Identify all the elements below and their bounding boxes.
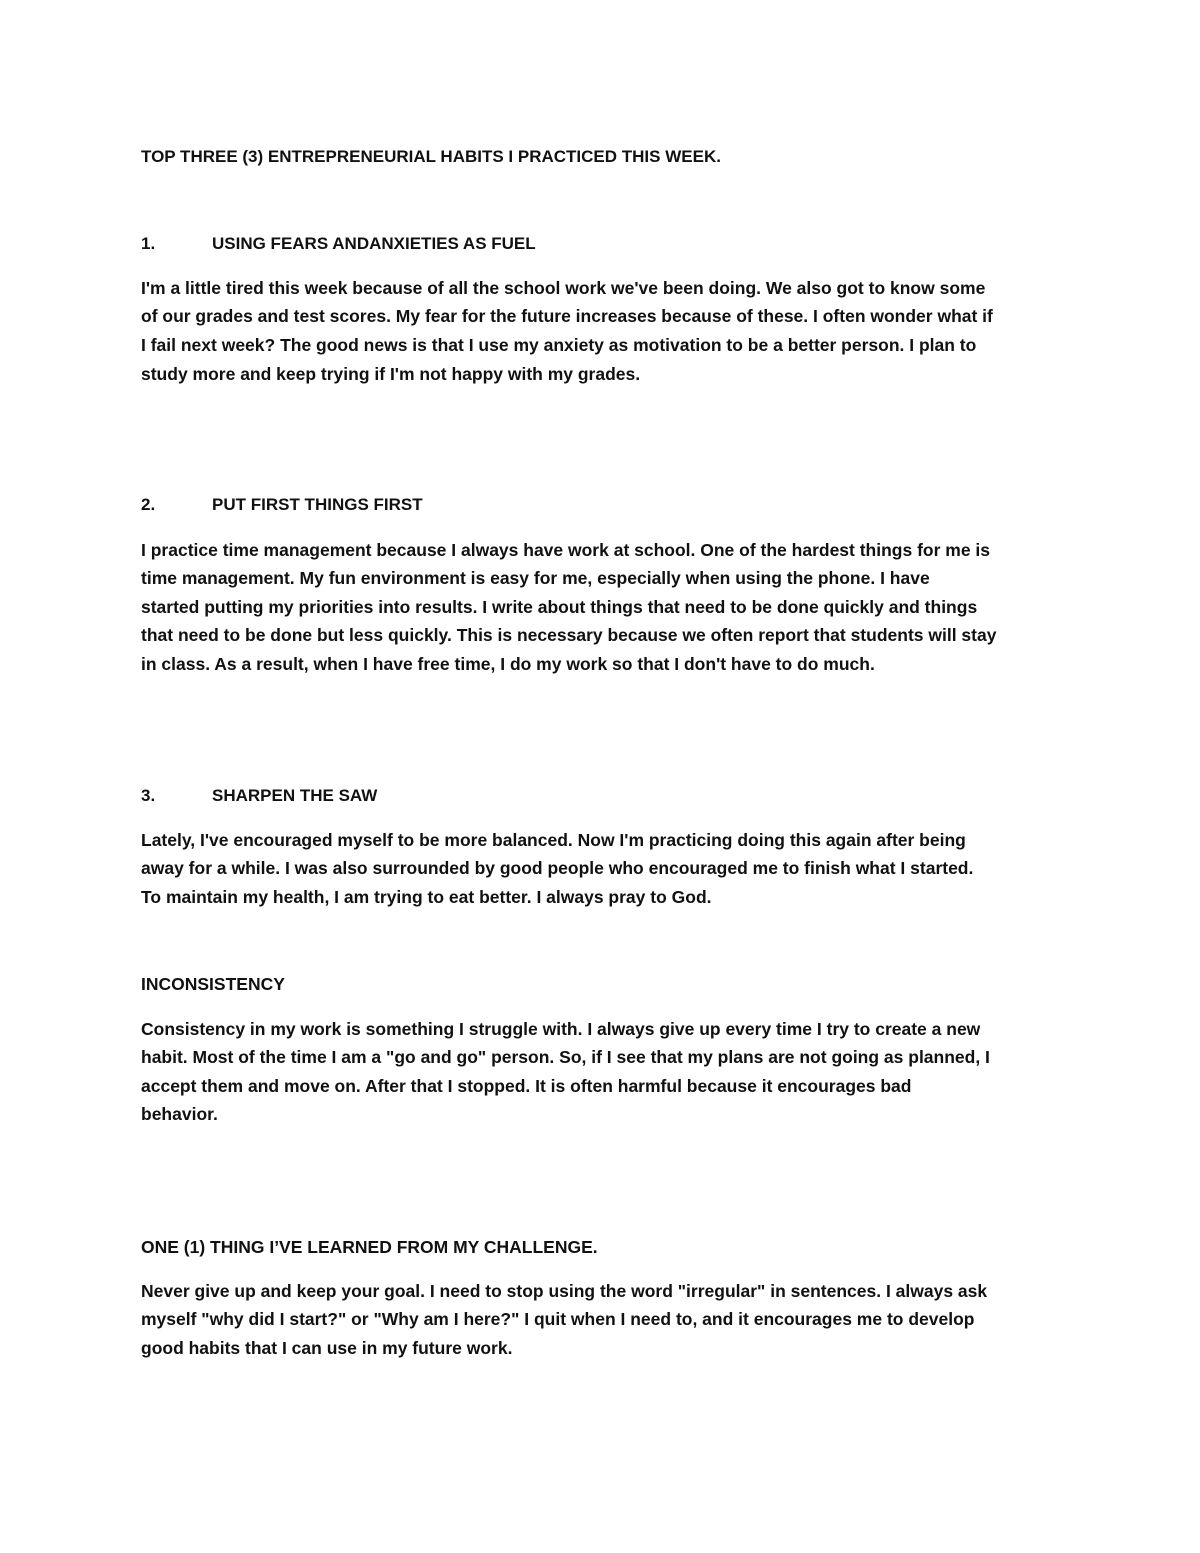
learned-line-1: Never give up and keep your goal. I need to stop using the word "irregular" in sentences. I always ask xyxy=(141,1281,988,1301)
habit-2-line-2: time management. My fun environment is easy for me, especially when using the phone. I have xyxy=(141,568,930,588)
habit-2-line-1: I practice time management because I always have work at school. One of the hardest things for me is xyxy=(141,540,991,560)
inconsistency-line-2: habit. Most of the time I am a "go and go" person. So, if I see that my plans are not going as planned, I xyxy=(141,1047,990,1067)
habit-1-number: 1. xyxy=(141,234,156,253)
habit-1-heading: USING FEARS ANDANXIETIES AS FUEL xyxy=(212,234,536,253)
habit-2-heading: PUT FIRST THINGS FIRST xyxy=(212,495,423,514)
inconsistency-line-3: accept them and move on. After that I stopped. It is often harmful because it encourages bad xyxy=(141,1076,912,1096)
habit-1-line-1: I'm a little tired this week because of all the school work we've been doing. We also got to know some xyxy=(141,278,986,298)
learned-line-3: good habits that I can use in my future work. xyxy=(141,1338,513,1358)
habit-3-line-2: away for a while. I was also surrounded by good people who encouraged me to finish what I started. xyxy=(141,858,974,878)
habit-3-line-3: To maintain my health, I am trying to eat better. I always pray to God. xyxy=(141,887,712,907)
habit-2-line-3: started putting my priorities into results. I write about things that need to be done quickly and things xyxy=(141,597,978,617)
document-title: TOP THREE (3) ENTREPRENEURIAL HABITS I PRACTICED THIS WEEK. xyxy=(141,147,721,166)
habit-1-line-3: I fail next week? The good news is that I use my anxiety as motivation to be a better person. I plan to xyxy=(141,335,977,355)
habit-2-line-4: that need to be done but less quickly. This is necessary because we often report that students will stay xyxy=(141,625,997,645)
habit-1-line-4: study more and keep trying if I'm not happy with my grades. xyxy=(141,364,641,384)
inconsistency-line-1: Consistency in my work is something I struggle with. I always give up every time I try to create a new xyxy=(141,1019,981,1039)
habit-3-line-1: Lately, I've encouraged myself to be more balanced. Now I'm practicing doing this again after being xyxy=(141,830,966,850)
habit-3-number: 3. xyxy=(141,786,156,805)
habit-2-number: 2. xyxy=(141,495,156,514)
habit-3-heading: SHARPEN THE SAW xyxy=(212,786,378,805)
inconsistency-heading: INCONSISTENCY xyxy=(141,974,285,994)
inconsistency-line-4: behavior. xyxy=(141,1104,218,1124)
habit-2-line-5: in class. As a result, when I have free time, I do my work so that I don't have to do much. xyxy=(141,654,875,674)
learned-line-2: myself "why did I start?" or "Why am I here?" I quit when I need to, and it encourages me to develop xyxy=(141,1309,975,1329)
habit-1-line-2: of our grades and test scores. My fear for the future increases because of these. I often wonder what if xyxy=(141,306,993,326)
learned-heading: ONE (1) THING I’VE LEARNED FROM MY CHALLENGE. xyxy=(141,1237,598,1257)
